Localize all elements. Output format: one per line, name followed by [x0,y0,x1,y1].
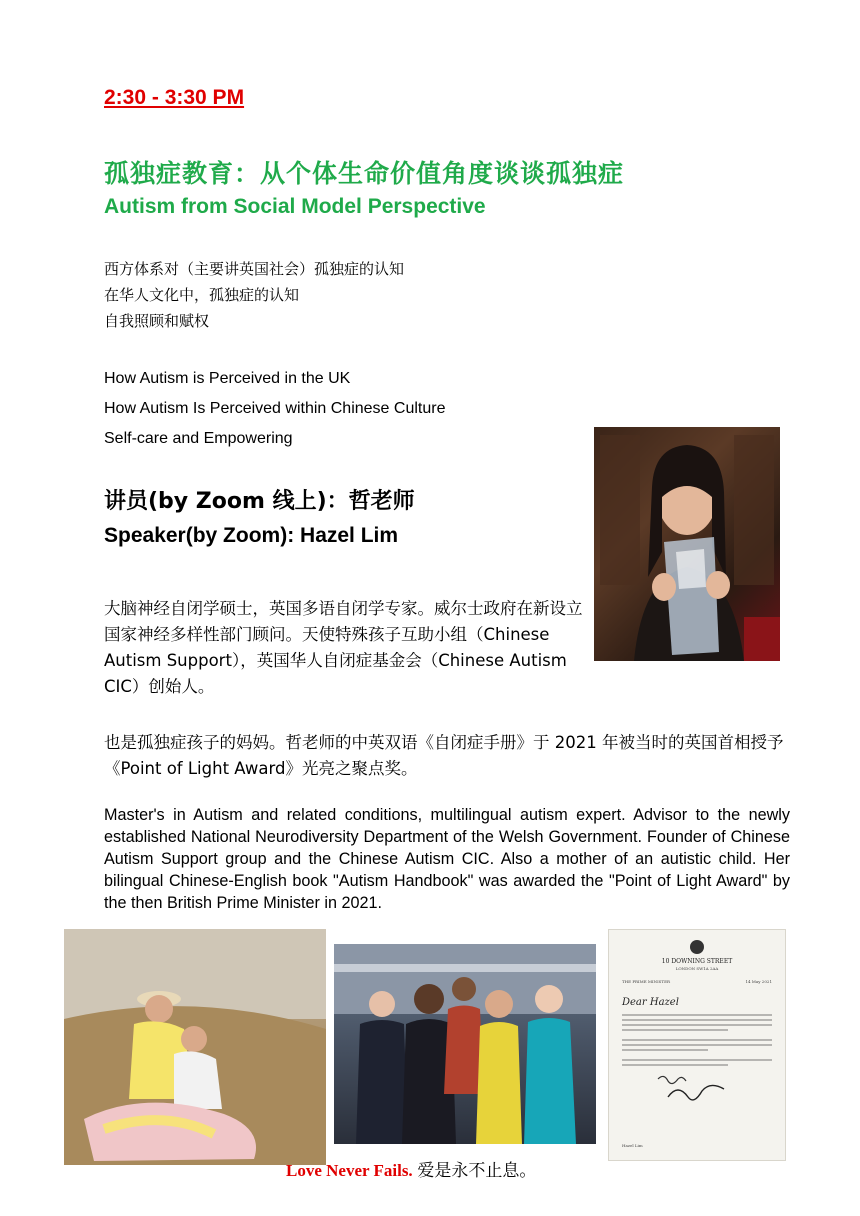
title-chinese: 孤独症教育：从个体生命价值角度谈谈孤独症 [104,159,625,188]
topics-english [104,364,445,454]
motto-chinese: 爱是永不止息。 [417,1161,537,1181]
footer-motto [286,1156,536,1181]
letter-date: 14 May 2021 [745,979,772,984]
topic-cn-item: 西方体系对（主要讲英国社会）孤独症的认知 [104,260,405,278]
bio-chinese-paragraph-1: 大脑神经自闭学硕士，英国多语自闭学专家。威尔士政府在新设立国家神经多样性部门顾问。天使特殊孩子互助小组（Chinese Autism Support），英国华人自闭症基金会（Chinese Autism CIC）创始人。 [104,599,583,696]
mother-child-photo [64,929,326,1165]
session-time: 2:30 - 3:30 PM [104,86,245,109]
speaker-english: Speaker(by Zoom): Hazel Lim [104,524,399,547]
downing-street-letter [608,929,786,1161]
letter-role: THE PRIME MINISTER [622,979,671,984]
topic-en-item: How Autism Is Perceived within Chinese Culture [104,400,446,417]
motto-english: Love Never Fails. [286,1161,413,1180]
letter-subheading: LONDON SW1A 2AA [675,966,719,971]
topic-cn-item: 在华人文化中，孤独症的认知 [104,286,300,304]
letter-signoff: Hazel Lim [622,1143,643,1148]
topic-en-item: Self-care and Empowering [104,430,293,447]
speaker-portrait-photo [594,427,780,661]
letter-salutation: Dear Hazel [622,997,679,1008]
topic-en-item: How Autism is Perceived in the UK [104,370,351,387]
title-english: Autism from Social Model Perspective [104,195,486,218]
topics-chinese [104,256,404,334]
bio-chinese-paragraph-2: 也是孤独症孩子的妈妈。哲老师的中英双语《自闭症手册》于 2021 年被当时的英国首相授予《Point of Light Award》光亮之聚点奖。 [104,733,784,778]
speaker-chinese: 讲员(by Zoom 线上)：哲老师 [104,489,415,514]
topic-cn-item: 自我照顾和赋权 [104,312,210,330]
bio-english-paragraph: Master's in Autism and related conditions, multilingual autism expert. Advisor to the newly established National Neurodiversity Department of the Welsh Government. Founder of Chinese Autism Support group and the Chinese Autism CIC. Also a mother of an autistic child. Her bilingual Chinese-English book "Autism Handbook" was awarded the "Point of Light Award" by the then British Prime Minister in 2021. [104,806,790,912]
group-photo [334,944,596,1144]
letter-heading: 10 DOWNING STREET [661,958,733,965]
